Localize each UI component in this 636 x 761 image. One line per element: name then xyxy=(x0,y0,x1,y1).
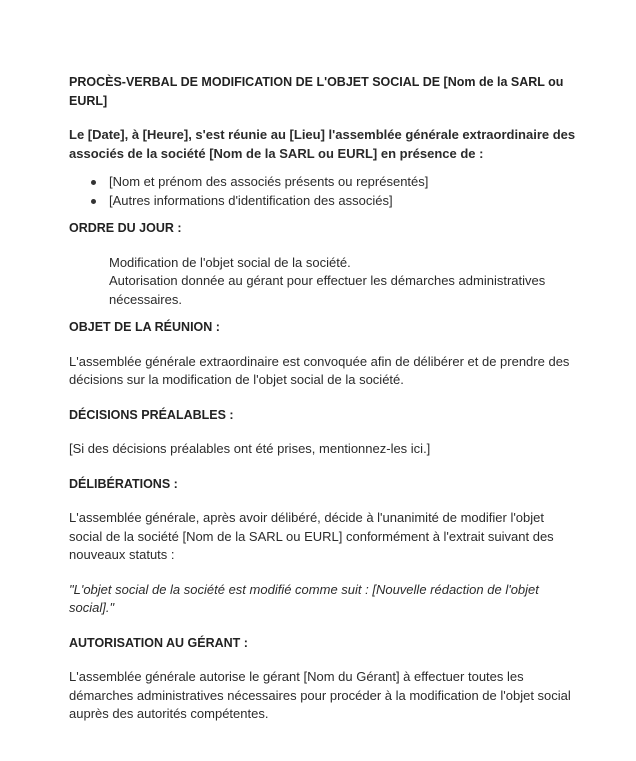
authorization-text: L'assemblée générale autorise le gérant [Nom du Gérant] à effectuer toutes les démarches administratives nécessaires pour procéder à la modification de l'objet social auprès des autorités compétentes. xyxy=(69,669,571,721)
agenda-item: Autorisation donnée au gérant pour effectuer les démarches administratives nécessaires. xyxy=(109,273,546,307)
deliberations-quote: "L'objet social de la société est modifié comme suit : [Nouvelle rédaction de l'objet social]." xyxy=(69,581,539,615)
purpose-text: L'assemblée générale extraordinaire est convoquée afin de délibérer et de prendre des décisions sur la modification de l'objet social de la société. xyxy=(69,353,570,387)
intro-paragraph: Le [Date], à [Heure], s'est réunie au [Lieu] l'assemblée générale extraordinaire des associés de la société [Nom de la SARL ou EURL] en présence de : xyxy=(69,127,576,161)
attendees-list xyxy=(69,173,576,210)
prior-decisions-text: [Si des décisions préalables ont été prises, mentionnez-les ici.] xyxy=(69,441,431,456)
prior-decisions-heading: DÉCISIONS PRÉALABLES : xyxy=(69,407,234,422)
document-title: PROCÈS-VERBAL DE MODIFICATION DE L'OBJET SOCIAL DE [Nom de la SARL ou EURL] xyxy=(69,75,564,108)
agenda-item: Modification de l'objet social de la société. xyxy=(109,254,351,270)
attendee-item: [Nom et prénom des associés présents ou représentés] xyxy=(109,173,576,192)
attendee-item: [Autres informations d'identification des associés] xyxy=(109,192,576,211)
agenda-list xyxy=(69,254,576,310)
purpose-heading: OBJET DE LA RÉUNION : xyxy=(69,320,220,334)
authorization-heading: AUTORISATION AU GÉRANT : xyxy=(69,635,248,650)
deliberations-text: L'assemblée générale, après avoir délibéré, décide à l'unanimité de modifier l'objet social de la société [Nom de la SARL ou EURL] conformément à l'extrait suivant des nouveaux statuts : xyxy=(69,510,554,562)
deliberations-heading: DÉLIBÉRATIONS : xyxy=(69,476,178,491)
agenda-heading: ORDRE DU JOUR : xyxy=(69,221,182,235)
